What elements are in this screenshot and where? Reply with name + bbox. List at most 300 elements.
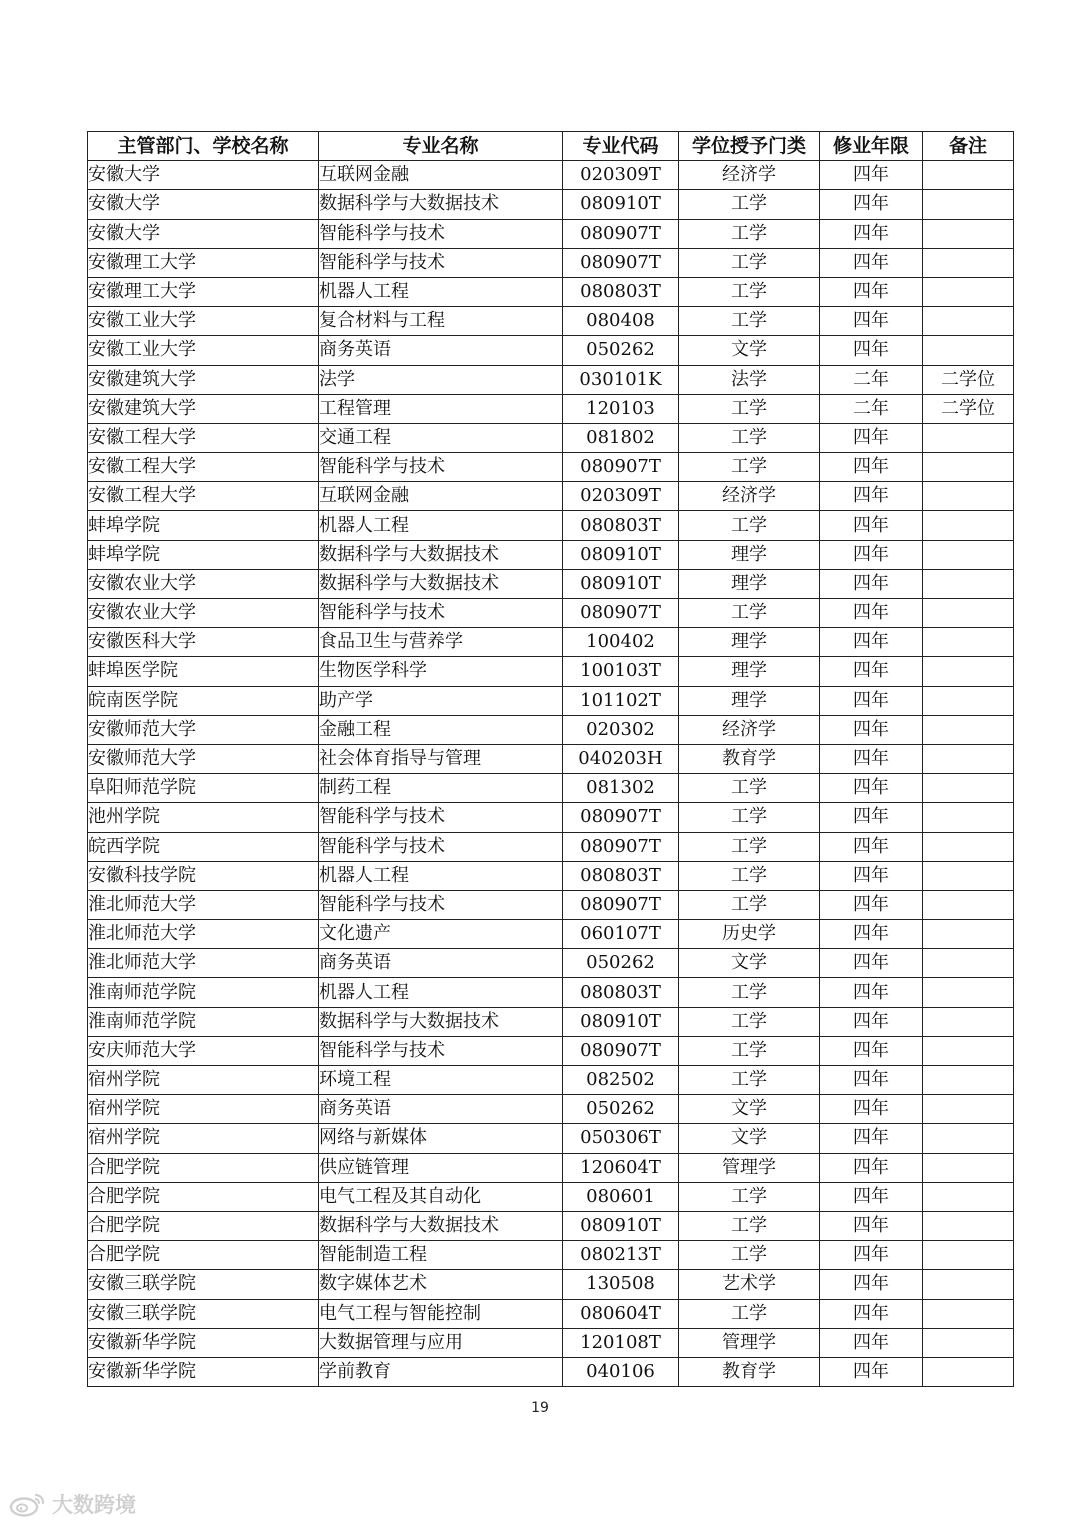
cell-code: 120108T (563, 1328, 679, 1357)
cell-note (923, 832, 1014, 861)
cell-school: 安徽大学 (88, 190, 319, 219)
table-row (88, 1153, 1014, 1182)
cell-note (923, 190, 1014, 219)
cell-major: 制药工程 (319, 774, 563, 803)
cell-major: 学前教育 (319, 1357, 563, 1386)
cell-years: 四年 (820, 1066, 923, 1095)
cell-major: 智能制造工程 (319, 1241, 563, 1270)
cell-major: 数据科学与大数据技术 (319, 1007, 563, 1036)
cell-note (923, 978, 1014, 1007)
cell-major: 交通工程 (319, 423, 563, 452)
cell-note (923, 686, 1014, 715)
cell-years: 四年 (820, 161, 923, 190)
table-row (88, 832, 1014, 861)
cell-degree-category: 文学 (679, 1095, 820, 1124)
cell-school: 蚌埠学院 (88, 511, 319, 540)
cell-school: 安徽大学 (88, 219, 319, 248)
cell-code: 101102T (563, 686, 679, 715)
cell-school: 宿州学院 (88, 1095, 319, 1124)
cell-note (923, 599, 1014, 628)
cell-note (923, 1270, 1014, 1299)
cell-major: 数据科学与大数据技术 (319, 1211, 563, 1240)
cell-note (923, 1241, 1014, 1270)
cell-major: 智能科学与技术 (319, 890, 563, 919)
table-row (88, 657, 1014, 686)
cell-degree-category: 文学 (679, 949, 820, 978)
cell-school: 合肥学院 (88, 1241, 319, 1270)
cell-school: 淮北师范大学 (88, 890, 319, 919)
cell-code: 080213T (563, 1241, 679, 1270)
cell-note (923, 1007, 1014, 1036)
cell-degree-category: 工学 (679, 394, 820, 423)
cell-note (923, 569, 1014, 598)
cell-school: 皖西学院 (88, 832, 319, 861)
cell-major: 互联网金融 (319, 482, 563, 511)
cell-code: 080907T (563, 1036, 679, 1065)
cell-years: 四年 (820, 1036, 923, 1065)
cell-major: 环境工程 (319, 1066, 563, 1095)
cell-code: 130508 (563, 1270, 679, 1299)
cell-school: 安徽理工大学 (88, 248, 319, 277)
cell-years: 四年 (820, 307, 923, 336)
cell-degree-category: 理学 (679, 540, 820, 569)
cell-years: 四年 (820, 920, 923, 949)
cell-note (923, 423, 1014, 452)
cell-degree-category: 历史学 (679, 920, 820, 949)
cell-note (923, 1182, 1014, 1211)
cell-years: 四年 (820, 1153, 923, 1182)
cell-code: 030101K (563, 365, 679, 394)
cell-code: 020302 (563, 715, 679, 744)
cell-note (923, 482, 1014, 511)
cell-major: 生物医学科学 (319, 657, 563, 686)
header-degree-category: 学位授予门类 (679, 132, 820, 161)
cell-degree-category: 理学 (679, 686, 820, 715)
cell-major: 商务英语 (319, 949, 563, 978)
cell-note (923, 657, 1014, 686)
table-row (88, 569, 1014, 598)
cell-school: 阜阳师范学院 (88, 774, 319, 803)
cell-years: 四年 (820, 861, 923, 890)
cell-major: 互联网金融 (319, 161, 563, 190)
cell-major: 数据科学与大数据技术 (319, 540, 563, 569)
cell-code: 080910T (563, 1007, 679, 1036)
table-row (88, 978, 1014, 1007)
cell-note (923, 336, 1014, 365)
cell-major: 法学 (319, 365, 563, 394)
cell-major: 机器人工程 (319, 277, 563, 306)
cell-code: 080910T (563, 190, 679, 219)
cell-major: 金融工程 (319, 715, 563, 744)
cell-major: 数据科学与大数据技术 (319, 190, 563, 219)
cell-major: 智能科学与技术 (319, 803, 563, 832)
page-number: 19 (531, 1400, 549, 1416)
cell-degree-category: 文学 (679, 1124, 820, 1153)
cell-code: 080910T (563, 569, 679, 598)
cell-code: 080907T (563, 453, 679, 482)
cell-degree-category: 经济学 (679, 482, 820, 511)
cell-degree-category: 工学 (679, 1211, 820, 1240)
header-code: 专业代码 (563, 132, 679, 161)
cell-school: 安徽医科大学 (88, 628, 319, 657)
table-row (88, 628, 1014, 657)
cell-code: 080907T (563, 219, 679, 248)
cell-years: 四年 (820, 277, 923, 306)
cell-code: 100402 (563, 628, 679, 657)
cell-note (923, 1124, 1014, 1153)
cell-years: 四年 (820, 1241, 923, 1270)
cell-code: 080803T (563, 861, 679, 890)
table-row (88, 190, 1014, 219)
cell-degree-category: 工学 (679, 1299, 820, 1328)
cell-years: 四年 (820, 715, 923, 744)
cell-code: 080907T (563, 599, 679, 628)
cell-code: 120103 (563, 394, 679, 423)
cell-major: 数字媒体艺术 (319, 1270, 563, 1299)
cell-years: 四年 (820, 540, 923, 569)
cell-major: 文化遗产 (319, 920, 563, 949)
table-row (88, 482, 1014, 511)
cell-degree-category: 工学 (679, 190, 820, 219)
cell-years: 四年 (820, 248, 923, 277)
cell-years: 四年 (820, 599, 923, 628)
cell-code: 050262 (563, 1095, 679, 1124)
cell-years: 四年 (820, 1357, 923, 1386)
cell-code: 080907T (563, 803, 679, 832)
table-row (88, 1036, 1014, 1065)
cell-code: 050306T (563, 1124, 679, 1153)
cell-note (923, 1357, 1014, 1386)
table-row (88, 511, 1014, 540)
cell-major: 电气工程及其自动化 (319, 1182, 563, 1211)
table-body (88, 161, 1014, 1387)
cell-note (923, 1095, 1014, 1124)
cell-note: 二学位 (923, 394, 1014, 423)
cell-note (923, 715, 1014, 744)
cell-degree-category: 工学 (679, 803, 820, 832)
cell-note (923, 920, 1014, 949)
cell-code: 080803T (563, 511, 679, 540)
cell-years: 四年 (820, 1299, 923, 1328)
cell-school: 合肥学院 (88, 1211, 319, 1240)
cell-code: 080803T (563, 978, 679, 1007)
cell-major: 数据科学与大数据技术 (319, 569, 563, 598)
cell-degree-category: 管理学 (679, 1153, 820, 1182)
table-row (88, 1241, 1014, 1270)
cell-note (923, 774, 1014, 803)
cell-note (923, 1299, 1014, 1328)
cell-years: 四年 (820, 336, 923, 365)
watermark (8, 1488, 136, 1520)
table-row (88, 920, 1014, 949)
cell-major: 网络与新媒体 (319, 1124, 563, 1153)
cell-note (923, 307, 1014, 336)
cell-school: 安徽新华学院 (88, 1357, 319, 1386)
cell-note (923, 1036, 1014, 1065)
cell-years: 四年 (820, 949, 923, 978)
cell-degree-category: 理学 (679, 628, 820, 657)
cell-school: 安徽建筑大学 (88, 365, 319, 394)
cell-school: 淮北师范大学 (88, 920, 319, 949)
cell-years: 四年 (820, 453, 923, 482)
cell-degree-category: 工学 (679, 599, 820, 628)
cell-major: 智能科学与技术 (319, 453, 563, 482)
cell-school: 淮南师范学院 (88, 1007, 319, 1036)
cell-degree-category: 工学 (679, 1007, 820, 1036)
cell-degree-category: 教育学 (679, 744, 820, 773)
table-row (88, 715, 1014, 744)
table-row (88, 686, 1014, 715)
table-row (88, 1270, 1014, 1299)
cell-note (923, 219, 1014, 248)
cell-code: 040106 (563, 1357, 679, 1386)
cell-major: 智能科学与技术 (319, 832, 563, 861)
cell-degree-category: 工学 (679, 219, 820, 248)
cell-code: 120604T (563, 1153, 679, 1182)
cell-degree-category: 工学 (679, 978, 820, 1007)
table-row (88, 1095, 1014, 1124)
cell-years: 四年 (820, 744, 923, 773)
cell-degree-category: 理学 (679, 657, 820, 686)
cell-note (923, 540, 1014, 569)
cell-code: 060107T (563, 920, 679, 949)
cell-degree-category: 工学 (679, 1066, 820, 1095)
cell-note (923, 1328, 1014, 1357)
cell-code: 080907T (563, 890, 679, 919)
cell-degree-category: 工学 (679, 307, 820, 336)
cell-note (923, 861, 1014, 890)
cell-note (923, 890, 1014, 919)
table-row (88, 1066, 1014, 1095)
cell-school: 安徽工业大学 (88, 307, 319, 336)
table-row (88, 1182, 1014, 1211)
cell-major: 电气工程与智能控制 (319, 1299, 563, 1328)
cell-note (923, 161, 1014, 190)
table-row (88, 774, 1014, 803)
cell-years: 四年 (820, 628, 923, 657)
cell-degree-category: 工学 (679, 1036, 820, 1065)
cell-school: 安徽新华学院 (88, 1328, 319, 1357)
cell-years: 四年 (820, 1124, 923, 1153)
table-row (88, 1357, 1014, 1386)
cell-years: 四年 (820, 978, 923, 1007)
cell-degree-category: 经济学 (679, 161, 820, 190)
cell-code: 080907T (563, 248, 679, 277)
cell-school: 安徽三联学院 (88, 1299, 319, 1328)
cell-degree-category: 经济学 (679, 715, 820, 744)
cell-code: 080907T (563, 832, 679, 861)
cell-school: 宿州学院 (88, 1124, 319, 1153)
cell-major: 大数据管理与应用 (319, 1328, 563, 1357)
cell-years: 四年 (820, 1095, 923, 1124)
cell-degree-category: 工学 (679, 1241, 820, 1270)
cell-school: 蚌埠医学院 (88, 657, 319, 686)
header-years: 修业年限 (820, 132, 923, 161)
table-row (88, 336, 1014, 365)
cell-school: 安徽工业大学 (88, 336, 319, 365)
cell-years: 四年 (820, 1182, 923, 1211)
table-row (88, 423, 1014, 452)
cell-degree-category: 工学 (679, 453, 820, 482)
cell-major: 智能科学与技术 (319, 599, 563, 628)
cell-school: 安徽师范大学 (88, 744, 319, 773)
cell-school: 合肥学院 (88, 1182, 319, 1211)
cell-major: 智能科学与技术 (319, 248, 563, 277)
cell-years: 四年 (820, 1328, 923, 1357)
cell-degree-category: 教育学 (679, 1357, 820, 1386)
cell-school: 皖南医学院 (88, 686, 319, 715)
header-major: 专业名称 (319, 132, 563, 161)
cell-degree-category: 工学 (679, 277, 820, 306)
cell-major: 机器人工程 (319, 861, 563, 890)
table-row (88, 1124, 1014, 1153)
cell-years: 四年 (820, 190, 923, 219)
cell-note (923, 1153, 1014, 1182)
cell-school: 蚌埠学院 (88, 540, 319, 569)
cell-years: 四年 (820, 1270, 923, 1299)
table-row (88, 394, 1014, 423)
table-row (88, 744, 1014, 773)
cell-degree-category: 法学 (679, 365, 820, 394)
cell-note (923, 803, 1014, 832)
header-note: 备注 (923, 132, 1014, 161)
cell-degree-category: 工学 (679, 248, 820, 277)
cell-years: 四年 (820, 803, 923, 832)
cell-years: 四年 (820, 569, 923, 598)
table-header-row (88, 132, 1014, 161)
cell-code: 082502 (563, 1066, 679, 1095)
cell-degree-category: 工学 (679, 890, 820, 919)
cell-years: 四年 (820, 219, 923, 248)
cell-degree-category: 艺术学 (679, 1270, 820, 1299)
cell-school: 安徽工程大学 (88, 423, 319, 452)
cell-major: 商务英语 (319, 1095, 563, 1124)
cell-major: 供应链管理 (319, 1153, 563, 1182)
cell-school: 安徽工程大学 (88, 482, 319, 511)
cell-note (923, 949, 1014, 978)
table-row (88, 307, 1014, 336)
table-row (88, 540, 1014, 569)
cell-school: 安徽工程大学 (88, 453, 319, 482)
cell-note (923, 511, 1014, 540)
cell-school: 安庆师范大学 (88, 1036, 319, 1065)
cell-years: 四年 (820, 1211, 923, 1240)
table-row (88, 1007, 1014, 1036)
cell-degree-category: 工学 (679, 423, 820, 452)
cell-note: 二学位 (923, 365, 1014, 394)
cell-years: 四年 (820, 890, 923, 919)
cell-code: 080910T (563, 1211, 679, 1240)
cell-school: 淮北师范大学 (88, 949, 319, 978)
cell-school: 安徽大学 (88, 161, 319, 190)
cell-years: 四年 (820, 423, 923, 452)
cell-code: 081302 (563, 774, 679, 803)
table-row (88, 161, 1014, 190)
cell-years: 四年 (820, 511, 923, 540)
cell-years: 四年 (820, 774, 923, 803)
header-school: 主管部门、学校名称 (88, 132, 319, 161)
cell-school: 安徽科技学院 (88, 861, 319, 890)
cell-code: 100103T (563, 657, 679, 686)
cell-degree-category: 工学 (679, 511, 820, 540)
cell-major: 复合材料与工程 (319, 307, 563, 336)
table-row (88, 803, 1014, 832)
table-row (88, 949, 1014, 978)
table-row (88, 1328, 1014, 1357)
cell-note (923, 453, 1014, 482)
cell-code: 050262 (563, 336, 679, 365)
cell-code: 080910T (563, 540, 679, 569)
watermark-text: 大数跨境 (52, 1493, 136, 1517)
cell-degree-category: 工学 (679, 1182, 820, 1211)
cell-school: 宿州学院 (88, 1066, 319, 1095)
cell-school: 安徽三联学院 (88, 1270, 319, 1299)
cell-note (923, 1066, 1014, 1095)
cell-years: 四年 (820, 657, 923, 686)
cell-code: 080604T (563, 1299, 679, 1328)
cell-note (923, 1211, 1014, 1240)
cell-note (923, 248, 1014, 277)
table-row (88, 1299, 1014, 1328)
cell-code: 080803T (563, 277, 679, 306)
cell-school: 池州学院 (88, 803, 319, 832)
cell-degree-category: 工学 (679, 832, 820, 861)
table-row (88, 1211, 1014, 1240)
cell-major: 助产学 (319, 686, 563, 715)
cell-school: 安徽建筑大学 (88, 394, 319, 423)
cell-major: 食品卫生与营养学 (319, 628, 563, 657)
cell-note (923, 628, 1014, 657)
cell-major: 社会体育指导与管理 (319, 744, 563, 773)
cell-code: 080601 (563, 1182, 679, 1211)
table-row (88, 219, 1014, 248)
cell-school: 安徽师范大学 (88, 715, 319, 744)
table-row (88, 861, 1014, 890)
cell-years: 四年 (820, 832, 923, 861)
cell-note (923, 744, 1014, 773)
weibo-logo-icon (8, 1491, 48, 1517)
cell-school: 安徽理工大学 (88, 277, 319, 306)
cell-code: 081802 (563, 423, 679, 452)
cell-degree-category: 工学 (679, 861, 820, 890)
cell-school: 安徽农业大学 (88, 599, 319, 628)
cell-major: 商务英语 (319, 336, 563, 365)
table-row (88, 599, 1014, 628)
cell-code: 020309T (563, 161, 679, 190)
cell-school: 淮南师范学院 (88, 978, 319, 1007)
table-row (88, 890, 1014, 919)
cell-years: 四年 (820, 686, 923, 715)
table-row (88, 248, 1014, 277)
majors-table (87, 131, 1014, 1387)
cell-major: 工程管理 (319, 394, 563, 423)
cell-code: 040203H (563, 744, 679, 773)
cell-major: 智能科学与技术 (319, 219, 563, 248)
cell-major: 智能科学与技术 (319, 1036, 563, 1065)
cell-degree-category: 管理学 (679, 1328, 820, 1357)
cell-years: 二年 (820, 365, 923, 394)
cell-school: 安徽农业大学 (88, 569, 319, 598)
table-row (88, 453, 1014, 482)
cell-years: 二年 (820, 394, 923, 423)
table-row (88, 277, 1014, 306)
cell-major: 机器人工程 (319, 511, 563, 540)
cell-code: 050262 (563, 949, 679, 978)
cell-degree-category: 文学 (679, 336, 820, 365)
cell-school: 合肥学院 (88, 1153, 319, 1182)
cell-degree-category: 工学 (679, 774, 820, 803)
cell-code: 080408 (563, 307, 679, 336)
